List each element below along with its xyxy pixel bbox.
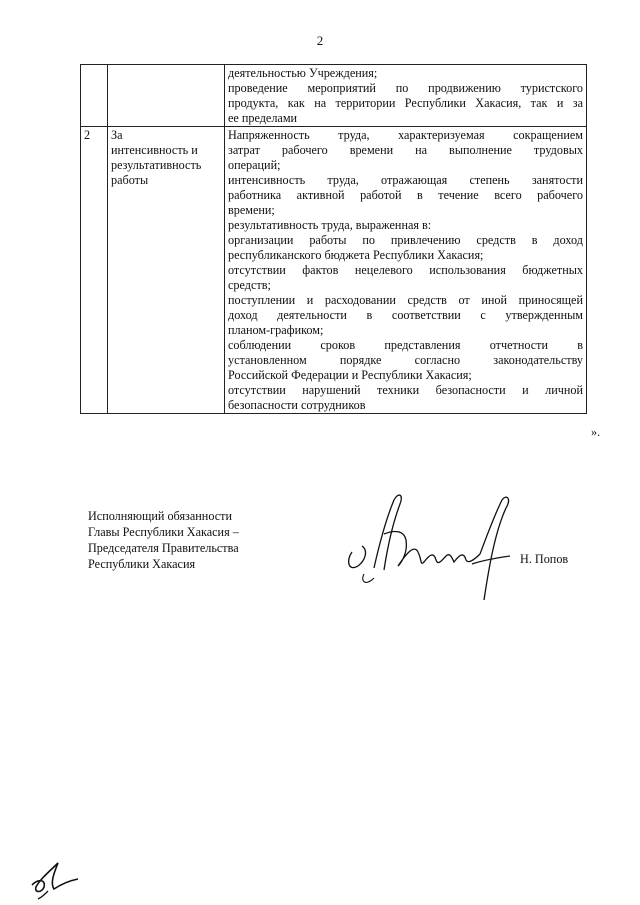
description-line: поступлении и расходовании средств от иной приносящей bbox=[228, 293, 583, 307]
signatory-title-line: Главы Республики Хакасия – bbox=[88, 525, 239, 539]
table-row bbox=[81, 65, 587, 127]
table-row bbox=[81, 127, 587, 414]
description-line: проведение мероприятий по продвижению туристского bbox=[228, 81, 583, 95]
criterion-line: За bbox=[111, 128, 123, 142]
description-line: ее пределами bbox=[228, 111, 298, 125]
description-line: Российской Федерации и Республики Хакасия; bbox=[228, 368, 472, 382]
criterion-line: результативность bbox=[111, 158, 202, 172]
signatory-title-line: Республики Хакасия bbox=[88, 557, 196, 571]
page-number: 2 bbox=[316, 33, 324, 48]
row-number-cell bbox=[81, 65, 108, 127]
description-line: республиканского бюджета Республики Хакасия; bbox=[228, 248, 484, 262]
criterion-cell bbox=[108, 65, 225, 127]
description-line: организации работы по привлечению средств в доход bbox=[228, 233, 583, 247]
description-line: отсутствии фактов нецелевого использования бюджетных bbox=[228, 263, 583, 277]
criteria-table bbox=[80, 64, 587, 414]
description-line: времени; bbox=[228, 203, 275, 217]
description-line: операций; bbox=[228, 158, 281, 172]
description-line: безопасности сотрудников bbox=[228, 398, 366, 412]
description-cell bbox=[225, 127, 587, 414]
description-line: отсутствии нарушений техники безопасности и личной bbox=[228, 383, 583, 397]
description-line: результативность труда, выраженная в: bbox=[228, 218, 432, 232]
signatory-title-line: Председателя Правительства bbox=[88, 541, 239, 555]
description-line: деятельностью Учреждения; bbox=[228, 66, 378, 80]
description-line: установленном порядке согласно законодательству bbox=[228, 353, 583, 367]
description-line: доход деятельности в соответствии с утвержденным bbox=[228, 308, 583, 322]
row-number-cell: 2 bbox=[81, 127, 108, 414]
description-line: планом-графиком; bbox=[228, 323, 324, 337]
criterion-line: работы bbox=[111, 173, 149, 187]
description-line: работника активной работой в течение всего рабочего bbox=[228, 188, 583, 202]
description-line: интенсивность труда, отражающая степень занятости bbox=[228, 173, 583, 187]
description-line: средств; bbox=[228, 278, 271, 292]
signatory-name: Н. Попов bbox=[520, 552, 569, 566]
signatory-title bbox=[88, 508, 239, 572]
closing-quote: ». bbox=[591, 425, 601, 439]
handwritten-initials bbox=[28, 855, 98, 900]
signatory-title-line: Исполняющий обязанности bbox=[88, 509, 232, 523]
description-line: Напряженность труда, характеризуемая сокращением bbox=[228, 128, 583, 142]
criterion-line: интенсивность и bbox=[111, 143, 198, 157]
description-cell bbox=[225, 65, 587, 127]
criterion-cell bbox=[108, 127, 225, 414]
description-line: затрат рабочего времени на выполнение трудовых bbox=[228, 143, 583, 157]
handwritten-signature bbox=[344, 490, 524, 605]
description-line: соблюдении сроков представления отчетности в bbox=[228, 338, 583, 352]
description-line: продукта, как на территории Республики Хакасия, так и за bbox=[228, 96, 583, 110]
